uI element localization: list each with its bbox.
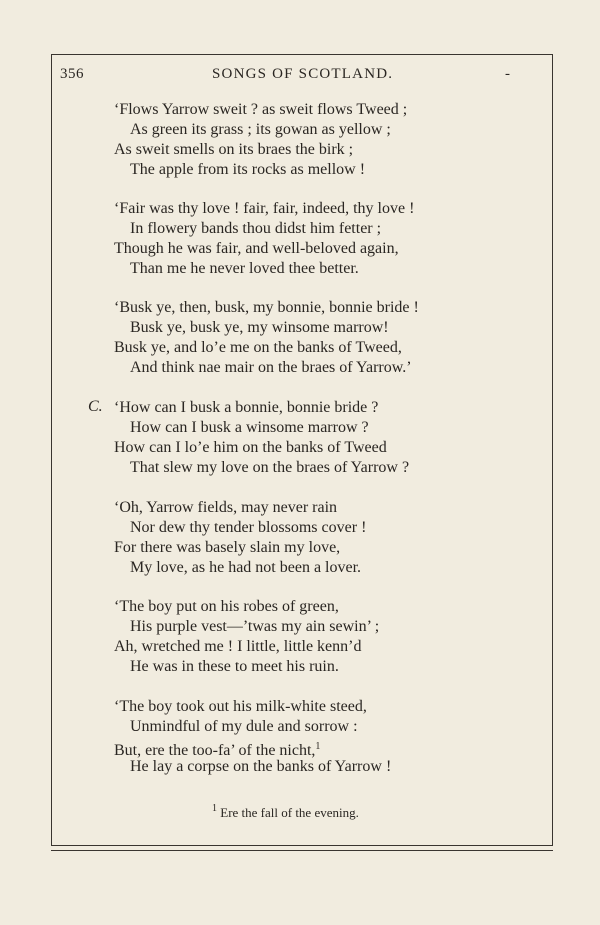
verse-line: Busk ye, and lo’e me on the banks of Tweed, bbox=[114, 339, 402, 356]
verse-line: My love, as he had not been a lover. bbox=[130, 559, 362, 576]
verse-line: In flowery bands thou didst him fetter ; bbox=[130, 220, 382, 237]
verse-line: ‘The boy put on his robes of green, bbox=[114, 598, 339, 615]
header-dash: - bbox=[505, 66, 511, 82]
verse-line: ‘Fair was thy love ! fair, fair, indeed, thy love ! bbox=[114, 200, 415, 217]
verse-line: ‘Busk ye, then, busk, my bonnie, bonnie bride ! bbox=[114, 299, 419, 316]
footnote bbox=[212, 803, 359, 821]
verse-line: How can I busk a winsome marrow ? bbox=[130, 419, 369, 436]
verse-line-text: But, ere the too-fa’ of the nicht, bbox=[114, 742, 316, 759]
footnote-mark: 1 bbox=[212, 803, 217, 814]
verse-line: How can I lo’e him on the banks of Tweed bbox=[114, 439, 387, 456]
verse-line: That slew my love on the braes of Yarrow ? bbox=[130, 459, 410, 476]
verse-line: ‘Flows Yarrow sweit ? as sweit flows Tweed ; bbox=[114, 101, 408, 118]
verse-line: As sweit smells on its braes the birk ; bbox=[114, 141, 354, 158]
verse-line: He was in these to meet his ruin. bbox=[130, 658, 339, 675]
verse-line: For there was basely slain my love, bbox=[114, 539, 341, 556]
verse-line: Though he was fair, and well-beloved again, bbox=[114, 240, 399, 257]
header-title: SONGS OF SCOTLAND. bbox=[212, 66, 394, 82]
verse-line: ‘How can I busk a bonnie, bonnie bride ? bbox=[114, 399, 379, 416]
footnote-reference: 1 bbox=[315, 741, 321, 752]
verse-line: Nor dew thy tender blossoms cover ! bbox=[130, 519, 367, 536]
verse-line: As green its grass ; its gowan as yellow ; bbox=[130, 121, 391, 138]
verse-line: His purple vest—’twas my ain sewin’ ; bbox=[130, 618, 380, 635]
footnote-text: Ere the fall of the evening. bbox=[220, 805, 359, 820]
verse-line: Than me he never loved thee better. bbox=[130, 260, 359, 277]
verse-line: Ah, wretched me ! I little, little kenn’d bbox=[114, 638, 362, 655]
verse-line: ‘The boy took out his milk-white steed, bbox=[114, 698, 367, 715]
verse-line: The apple from its rocks as mellow ! bbox=[130, 161, 366, 178]
verse-line: He lay a corpse on the banks of Yarrow ! bbox=[130, 758, 392, 775]
verse-line: Unmindful of my dule and sorrow : bbox=[130, 718, 358, 735]
verse-line: And think nae mair on the braes of Yarrow.’ bbox=[130, 359, 412, 376]
verse-line: Busk ye, busk ye, my winsome marrow! bbox=[130, 319, 389, 336]
verse-line: ‘Oh, Yarrow fields, may never rain bbox=[114, 499, 338, 516]
section-marker: C. bbox=[88, 398, 103, 415]
page-number: 356 bbox=[60, 66, 84, 82]
page-border-rule bbox=[51, 850, 553, 851]
